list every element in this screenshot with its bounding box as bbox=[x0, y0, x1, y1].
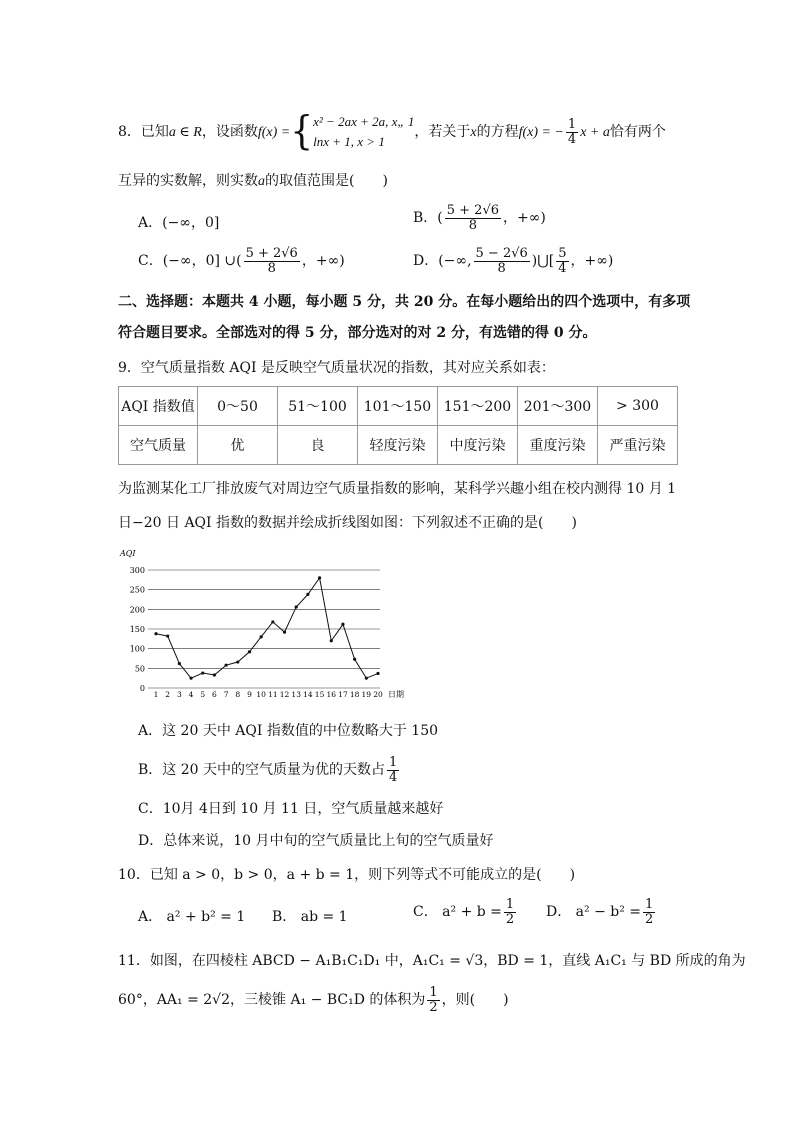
data-point bbox=[189, 677, 192, 680]
q8-line1 bbox=[118, 108, 666, 154]
data-point bbox=[295, 605, 298, 608]
data-point bbox=[201, 671, 204, 674]
data-point bbox=[283, 631, 286, 634]
x-tick-label: 8 bbox=[235, 690, 241, 699]
opt-text: C．(−∞，0] ∪( bbox=[138, 253, 242, 270]
y-axis-label: AQI bbox=[120, 549, 136, 558]
x-tick-label: 11 bbox=[268, 690, 278, 699]
x-tick-label: 2 bbox=[165, 690, 171, 699]
y-tick-label: 200 bbox=[129, 605, 145, 615]
frac-den: 2 bbox=[645, 911, 654, 927]
x-tick-label: 1 bbox=[153, 690, 159, 699]
frac bbox=[556, 247, 568, 275]
q9-option-d: D．总体来说，10 月中旬的空气质量比上旬的空气质量好 bbox=[138, 833, 494, 849]
x-tick-label: 9 bbox=[247, 690, 252, 699]
y-tick-label: 250 bbox=[129, 585, 145, 595]
x-tick-label: 3 bbox=[176, 690, 182, 699]
frac bbox=[244, 247, 300, 275]
q8-text: ，设函数 bbox=[201, 124, 258, 140]
option-a: A．(−∞，0] bbox=[138, 215, 220, 231]
y-tick-label: 0 bbox=[139, 684, 145, 693]
frac-den: 8 bbox=[497, 260, 506, 276]
opt-text: ，+∞) bbox=[503, 210, 546, 227]
q8-text: 互异的实数解，则实数 bbox=[118, 173, 258, 189]
table-cell: 151～200 bbox=[438, 387, 518, 426]
q10-option-b: B． ab = 1 bbox=[272, 909, 348, 925]
data-point bbox=[376, 672, 379, 675]
opt-text: D． a² − b² = bbox=[546, 904, 642, 921]
section2-line1: 二、选择题：本题共 4 小题，每小题 5 分，共 20 分。在每小题给出的四个选项中，有多项 bbox=[118, 294, 691, 310]
q8-piece1: x² − 2ax + 2a, x„ 1 bbox=[313, 114, 415, 129]
aqi-line-chart bbox=[118, 546, 408, 702]
frac-num: 1 bbox=[505, 897, 515, 912]
q11-text: 60°，AA₁ = 2√2，三棱锥 A₁ − BC₁D 的体积为 bbox=[118, 992, 426, 1009]
q8-eq-rhs: x + a bbox=[580, 125, 610, 140]
frac bbox=[387, 756, 399, 784]
q10-option-a: A． a² + b² = 1 bbox=[138, 909, 246, 925]
aqi-table bbox=[118, 386, 678, 465]
frac-den: 2 bbox=[429, 999, 438, 1015]
table-cell: AQI 指数值 bbox=[119, 387, 198, 426]
q8-text: 的方程 bbox=[476, 124, 519, 140]
q10-stem: 10．已知 a > 0，b > 0，a + b = 1，则下列等式不可能成立的是( ) bbox=[118, 867, 576, 883]
y-tick-label: 50 bbox=[134, 664, 145, 674]
frac-num: 1 bbox=[645, 897, 654, 912]
data-point bbox=[341, 623, 344, 626]
table-row bbox=[119, 426, 678, 465]
frac-num: 5 + 2√6 bbox=[446, 203, 500, 218]
frac-den: 8 bbox=[267, 260, 276, 276]
opt-text: ，+∞) bbox=[570, 253, 614, 270]
q8-text: ，若关于 bbox=[414, 124, 471, 140]
y-tick-labels bbox=[130, 566, 145, 693]
q9-option-b bbox=[138, 756, 401, 784]
data-point bbox=[353, 658, 356, 661]
data-point bbox=[248, 650, 251, 653]
table-cell: 重度污染 bbox=[518, 426, 598, 465]
frac bbox=[504, 898, 516, 926]
section2-line2: 符合题目要求。全部选对的得 5 分，部分选对的对 2 分，有选错的得 0 分。 bbox=[118, 325, 597, 341]
q8-line2 bbox=[118, 170, 388, 190]
x-tick-label: 6 bbox=[212, 690, 217, 699]
data-point bbox=[225, 664, 228, 667]
data-point bbox=[154, 632, 157, 635]
table-cell: 轻度污染 bbox=[358, 426, 438, 465]
table-cell: 0～50 bbox=[198, 387, 278, 426]
x-tick-label: 16 bbox=[326, 690, 337, 699]
frac-den: 4 bbox=[558, 260, 567, 276]
q10-option-d bbox=[546, 898, 657, 926]
data-point bbox=[330, 639, 333, 642]
data-point bbox=[178, 662, 181, 665]
table-cell: 51～100 bbox=[278, 387, 358, 426]
q8-var-x: x bbox=[470, 125, 477, 140]
table-cell: 优 bbox=[198, 426, 278, 465]
x-tick-label: 7 bbox=[223, 690, 229, 699]
frac-num: 5 + 2√6 bbox=[245, 246, 298, 261]
q8-number: 8． bbox=[118, 124, 141, 140]
y-tick-label: 100 bbox=[129, 644, 145, 654]
data-points bbox=[154, 576, 379, 680]
frac-den: 2 bbox=[505, 911, 515, 927]
x-tick-label: 4 bbox=[188, 690, 194, 699]
data-point bbox=[306, 593, 309, 596]
frac bbox=[474, 247, 530, 275]
table-header-row bbox=[119, 387, 678, 426]
data-point bbox=[213, 673, 216, 676]
x-tick-label: 10 bbox=[256, 690, 266, 699]
q8-brace: { bbox=[290, 108, 314, 154]
q8-option-d bbox=[413, 247, 613, 275]
q11-line2 bbox=[118, 986, 509, 1014]
opt-text: B．( bbox=[413, 210, 443, 227]
opt-text: C． a² + b = bbox=[413, 904, 502, 921]
table-cell: 空气质量 bbox=[119, 426, 198, 465]
q8-option-c bbox=[138, 247, 345, 275]
table-cell: > 300 bbox=[598, 387, 678, 426]
frac-den: 4 bbox=[389, 769, 398, 785]
q9-option-a: A．这 20 天中 AQI 指数值的中位数略大于 150 bbox=[138, 723, 439, 739]
q9-text2: 日−20 日 AQI 指数的数据并绘成折线图如图：下列叙述不正确的是( ) bbox=[118, 515, 577, 531]
y-tick-label: 300 bbox=[129, 566, 145, 575]
x-tick-label: 19 bbox=[361, 690, 372, 699]
table-cell: 201～300 bbox=[518, 387, 598, 426]
q9-option-c: C．10月 4日到 10 月 11 日，空气质量越来越好 bbox=[138, 801, 444, 817]
frac-num: 5 − 2√6 bbox=[475, 246, 528, 261]
data-point bbox=[166, 634, 169, 637]
q8-eq-lhs: f(x) = − bbox=[518, 125, 564, 140]
x-tick-label: 20 bbox=[373, 690, 383, 699]
frac bbox=[445, 204, 501, 232]
y-tick-label: 150 bbox=[129, 625, 145, 634]
table-cell: 101～150 bbox=[358, 387, 438, 426]
q10-option-c bbox=[413, 898, 518, 926]
q8-option-b bbox=[413, 204, 546, 232]
x-tick-label: 13 bbox=[291, 690, 301, 699]
q8-option-a bbox=[138, 212, 219, 232]
frac-num: 1 bbox=[389, 755, 398, 770]
opt-text: B．这 20 天中的空气质量为优的天数占 bbox=[138, 762, 386, 779]
data-point bbox=[271, 620, 274, 623]
data-point bbox=[365, 677, 368, 680]
data-point bbox=[236, 660, 239, 663]
opt-text: D．(−∞, bbox=[413, 253, 472, 270]
table-cell: 严重污染 bbox=[598, 426, 678, 465]
q11-text: ，则( ) bbox=[441, 992, 509, 1009]
frac-num: 1 bbox=[429, 985, 438, 1000]
x-tick-labels bbox=[154, 690, 383, 699]
x-tick-label: 17 bbox=[338, 690, 348, 699]
x-tick-label: 15 bbox=[314, 690, 325, 699]
frac-den: 4 bbox=[567, 131, 577, 147]
q11-line1: 11．如图，在四棱柱 ABCD − A₁B₁C₁D₁ 中，A₁C₁ = √3，BD = 1，直线 A₁C₁ 与 BD 所成的角为 bbox=[118, 953, 746, 969]
data-point bbox=[318, 576, 321, 579]
q8-piece2: lnx + 1, x > 1 bbox=[313, 134, 385, 149]
opt-text: )⋃[ bbox=[531, 253, 555, 270]
table-cell: 良 bbox=[278, 426, 358, 465]
frac bbox=[643, 898, 655, 926]
frac bbox=[427, 986, 439, 1014]
q8-a-in-r: a ∈ R bbox=[168, 125, 202, 140]
q8-var-a: a bbox=[258, 174, 265, 189]
q8-text: 的取值范围是( ) bbox=[265, 173, 388, 189]
frac-num: 5 bbox=[558, 246, 567, 261]
data-point bbox=[260, 635, 263, 638]
x-axis-label: 日期 bbox=[388, 690, 404, 699]
chart-grid bbox=[148, 570, 380, 688]
q8-text: 已知 bbox=[140, 124, 169, 140]
series-line bbox=[156, 578, 378, 678]
frac-den: 8 bbox=[468, 217, 478, 233]
q9-intro: 9．空气质量指数 AQI 是反映空气质量状况的指数，其对应关系如表： bbox=[118, 360, 555, 376]
x-tick-label: 14 bbox=[303, 690, 313, 699]
x-tick-label: 12 bbox=[279, 690, 290, 699]
q8-text: 恰有两个 bbox=[609, 124, 666, 140]
q8-piecewise bbox=[313, 112, 414, 152]
q9-text1: 为监测某化工厂排放废气对周边空气质量指数的影响，某科学兴趣小组在校内测得 10 月 1 bbox=[118, 481, 677, 497]
opt-text: ，+∞) bbox=[301, 253, 345, 270]
x-tick-label: 5 bbox=[200, 690, 206, 699]
x-tick-label: 18 bbox=[349, 690, 360, 699]
frac-num: 1 bbox=[567, 116, 577, 132]
q8-frac bbox=[566, 118, 578, 146]
q8-fx: f(x) = bbox=[257, 125, 291, 140]
table-cell: 中度污染 bbox=[438, 426, 518, 465]
